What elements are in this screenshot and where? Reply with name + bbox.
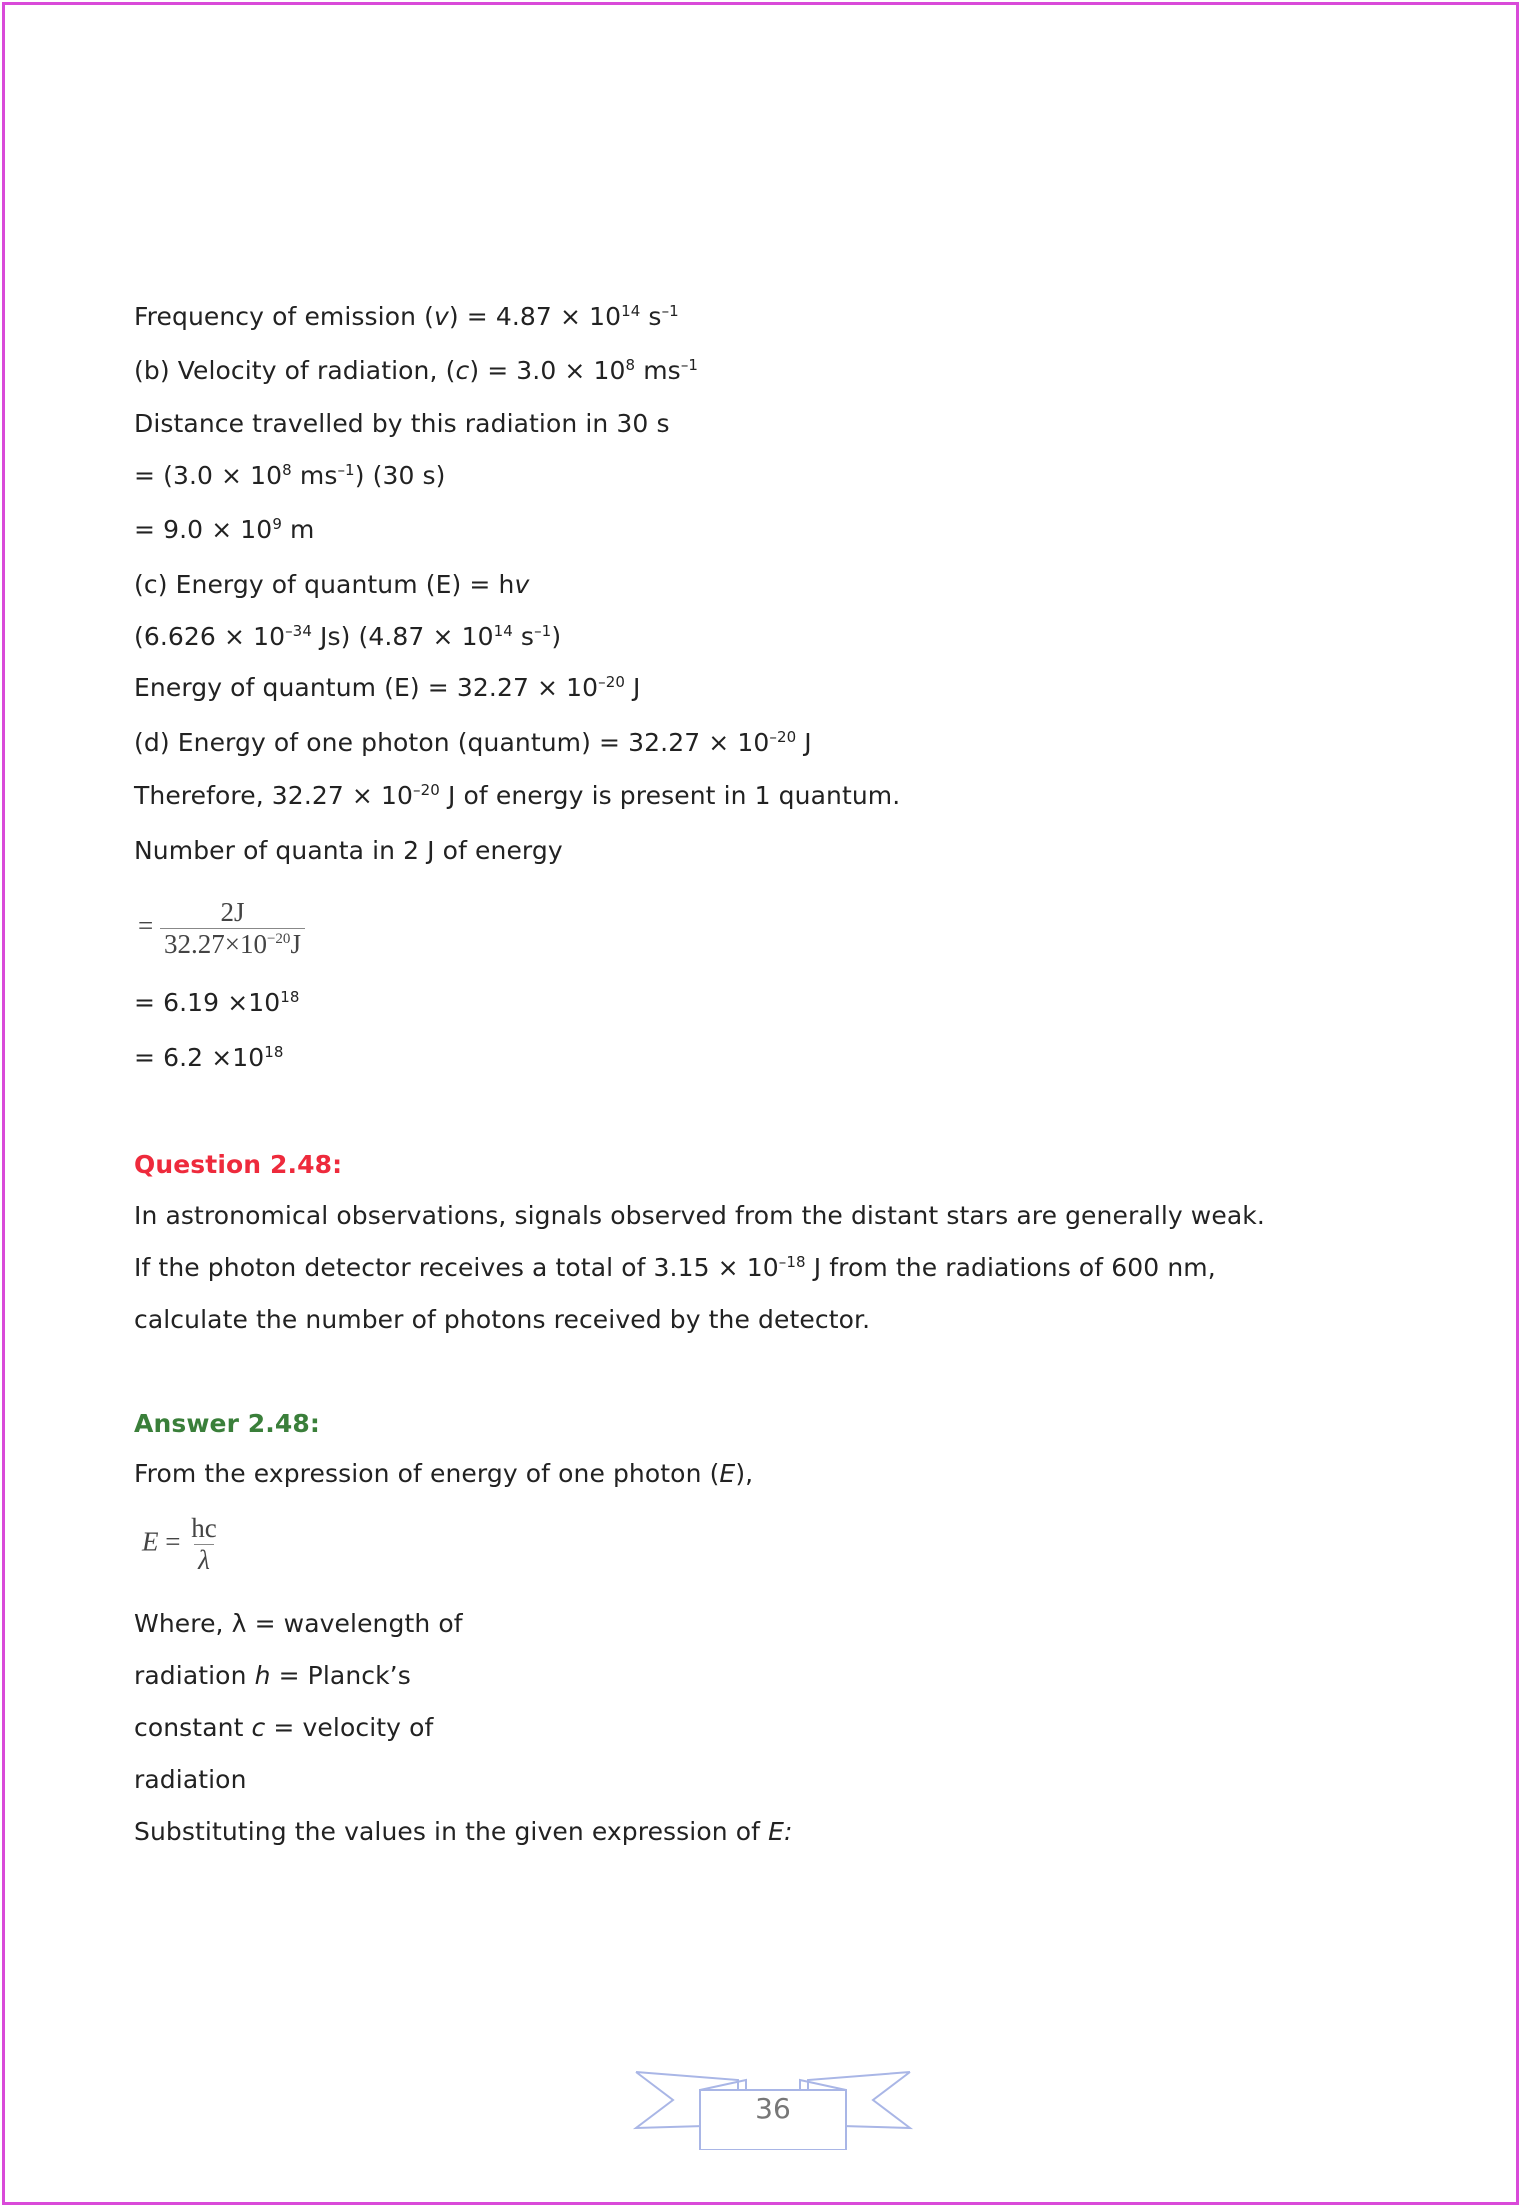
superscript: 18 [264,1043,284,1061]
question-text-line-2 [134,1253,1216,1283]
energy-formula-line [134,570,529,600]
where-line [134,1609,463,1639]
text-segment: Frequency of emission ( [134,302,434,331]
distance-line [134,409,670,439]
text-segment: = Planck’s [270,1661,411,1690]
superscript: –1 [534,622,552,640]
question-text-line-3 [134,1305,870,1335]
superscript: 8 [282,461,292,479]
superscript: 14 [493,622,513,640]
text-segment: c [251,1713,266,1742]
quanta-result-line [134,988,300,1018]
text-segment: J [796,728,812,757]
superscript: 9 [272,515,282,533]
text-segment: h [254,1661,271,1690]
den-unit: J [290,929,301,959]
text-segment: radiation [134,1765,247,1794]
text-segment: J [625,673,641,702]
equals-sign: = [138,910,154,941]
text-segment: constant [134,1713,252,1742]
equals-sign: = [165,1526,181,1557]
text-segment: = 6.19 ×10 [134,988,281,1017]
text-segment: (6.626 × 10 [134,622,286,651]
numerator: 2J [220,897,245,927]
superscript: –20 [769,728,797,746]
photon-energy-line [134,728,812,758]
fraction [160,897,305,960]
superscript: 18 [280,988,300,1006]
superscript: –1 [680,356,699,374]
text-segment: E: [768,1817,793,1846]
formula-lhs: E [142,1526,159,1557]
text-segment: ) = 4.87 × 10 [448,302,622,331]
text-segment: Therefore, 32.27 × 10 [134,781,414,810]
text-segment: Energy of quantum (E) = 32.27 × 10 [134,673,599,702]
text-segment: ms [635,356,681,385]
text-segment: s [512,622,535,651]
text-segment: = 9.0 × 10 [134,515,273,544]
denominator: λ [194,1544,214,1576]
energy-result-line [134,673,641,703]
quanta-rounded-line [134,1043,284,1073]
text-segment: J of energy is present in 1 quantum. [439,781,901,810]
text-segment: (d) Energy of one photon (quantum) = 32.27 × 10 [134,728,770,757]
text-segment: If the photon detector receives a total of 3.15 × 10 [134,1253,779,1282]
text-segment: = velocity of [265,1713,434,1742]
text-segment: ) [551,622,562,651]
numerator: hc [191,1513,217,1543]
text-segment: Where, λ = wavelength of [134,1609,463,1638]
superscript: –1 [337,461,355,479]
formula-energy-photon [142,1513,221,1576]
superscript: –20 [598,673,625,691]
den-exponent: −20 [266,931,291,947]
text-segment: ), [735,1459,754,1488]
text-segment: m [281,515,315,544]
text-segment: ) (30 s) [354,461,446,490]
velocity-line [134,356,698,386]
radiation-line [134,1765,247,1795]
page-number-badge [628,2050,918,2150]
text-segment: = (3.0 × 10 [134,461,283,490]
superscript: 8 [625,356,636,374]
therefore-line [134,781,900,811]
fraction-number-of-quanta [138,897,305,960]
question-heading: Question 2.48: [134,1150,343,1179]
text-segment: Substituting the values in the given expression of [134,1817,769,1846]
text-segment: = 6.2 ×10 [134,1043,265,1072]
answer-intro-line [134,1459,753,1489]
superscript: –1 [661,302,679,320]
frequency-line [134,302,679,332]
text-segment: ms [291,461,338,490]
text-segment: Number of quanta in 2 J of energy [134,836,563,865]
distance-result-line [134,515,314,545]
velocity-def-line [134,1713,433,1743]
den-base: 32.27×10 [163,929,267,959]
distance-calc-line [134,461,446,491]
fraction [187,1513,220,1576]
text-segment: v [433,302,449,331]
denominator [160,928,305,960]
text-segment: J from the radiations of 600 nm, [805,1253,1216,1282]
text-segment: (b) Velocity of radiation, ( [134,356,456,385]
text-segment: c [455,356,470,385]
page-number: 36 [755,2092,791,2125]
energy-calc-line [134,622,561,652]
question-text-line-1 [134,1201,1265,1231]
substituting-line [134,1817,793,1847]
text-segment: Distance travelled by this radiation in 30 s [134,409,670,438]
text-segment: calculate the number of photons received by the detector. [134,1305,871,1334]
text-segment: E [719,1459,736,1488]
text-segment: From the expression of energy of one photon ( [134,1459,720,1488]
text-segment: Js) (4.87 × 10 [311,622,494,651]
text-segment: s [640,302,662,331]
superscript: –18 [778,1253,806,1271]
answer-heading: Answer 2.48: [134,1409,320,1438]
text-segment: v [514,570,530,599]
text-segment: ) = 3.0 × 10 [469,356,626,385]
planck-line [134,1661,411,1691]
superscript: –20 [413,781,440,799]
text-segment: radiation [134,1661,255,1690]
text-segment: (c) Energy of quantum (E) = h [134,570,515,599]
superscript: 14 [621,302,641,320]
quanta-label-line [134,836,563,866]
text-segment: In astronomical observations, signals observed from the distant stars are generally weak. [134,1201,1265,1230]
page-border [2,2,1519,2205]
superscript: –34 [285,622,312,640]
